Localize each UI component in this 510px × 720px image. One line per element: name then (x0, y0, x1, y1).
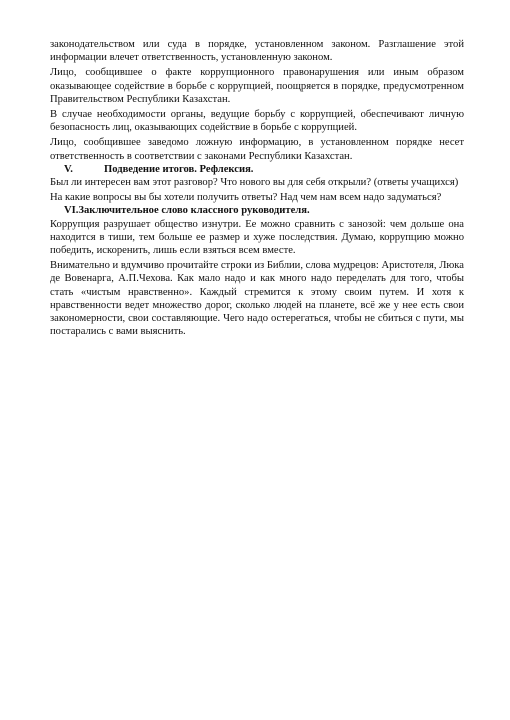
section-5-heading (50, 163, 464, 176)
paragraph-reflection-question-2: На какие вопросы вы бы хотели получить ответы? Над чем нам всем надо задуматься? (50, 192, 442, 204)
document-body (50, 38, 464, 338)
paragraph-closing-1: Коррупция разрушает общество изнутри. Ее можно сравнить с занозой: чем дольше она находится в тиши, тем больше ее размер и хуже последствия. Думаю, коррупцию можно победить, искоренить, лишь если взяться всем вместе. (50, 218, 464, 257)
section-5-number: V. (64, 163, 73, 175)
paragraph-encouragement: Лицо, сообщившее о факте коррупционного правонарушения или иным образом оказывающее содействие в борьбе с коррупцией, поощряется в порядке, предусмотренном Правительством Республики Казахстан. (50, 67, 464, 105)
section-5-title: Подведение итогов. Рефлексия. (104, 163, 254, 175)
paragraph-safety: В случае необходимости органы, ведущие борьбу с коррупцией, обеспечивают личную безопасность лиц, оказывающих содействие в борьбе с коррупцией. (50, 109, 464, 134)
paragraph-closing-2: Внимательно и вдумчиво прочитайте строки из Библии, слова мудрецов: Аристотеля, Люка де Вовенарга, А.П.Чехова. Как мало надо и как много надо переделать для того, чтобы стать «чистым нравственно». Каждый стремится к этому своим путем. И хотя к нравственности ведет множество дорог, сколько людей на планете, всё же у нее есть свои закономерности, свои составляющие. Чего надо остерегаться, чтобы не сбиться с пути, мы постарались с вами выяснить. (50, 260, 464, 338)
section-6-heading: VI.Заключительное слово классного руководителя. (64, 205, 310, 217)
paragraph-reflection-question-1: Был ли интересен вам этот разговор? Что нового вы для себя открыли? (ответы учащихся) (50, 177, 459, 189)
paragraph-confidentiality: законодательством или суда в порядке, установленном законом. Разглашение этой информации влечет ответственность, установленную законом. (50, 39, 464, 64)
paragraph-false-info: Лицо, сообщившее заведомо ложную информацию, в установленном порядке несет ответственность в соответствии с законами Республики Казахстан. (50, 137, 464, 162)
